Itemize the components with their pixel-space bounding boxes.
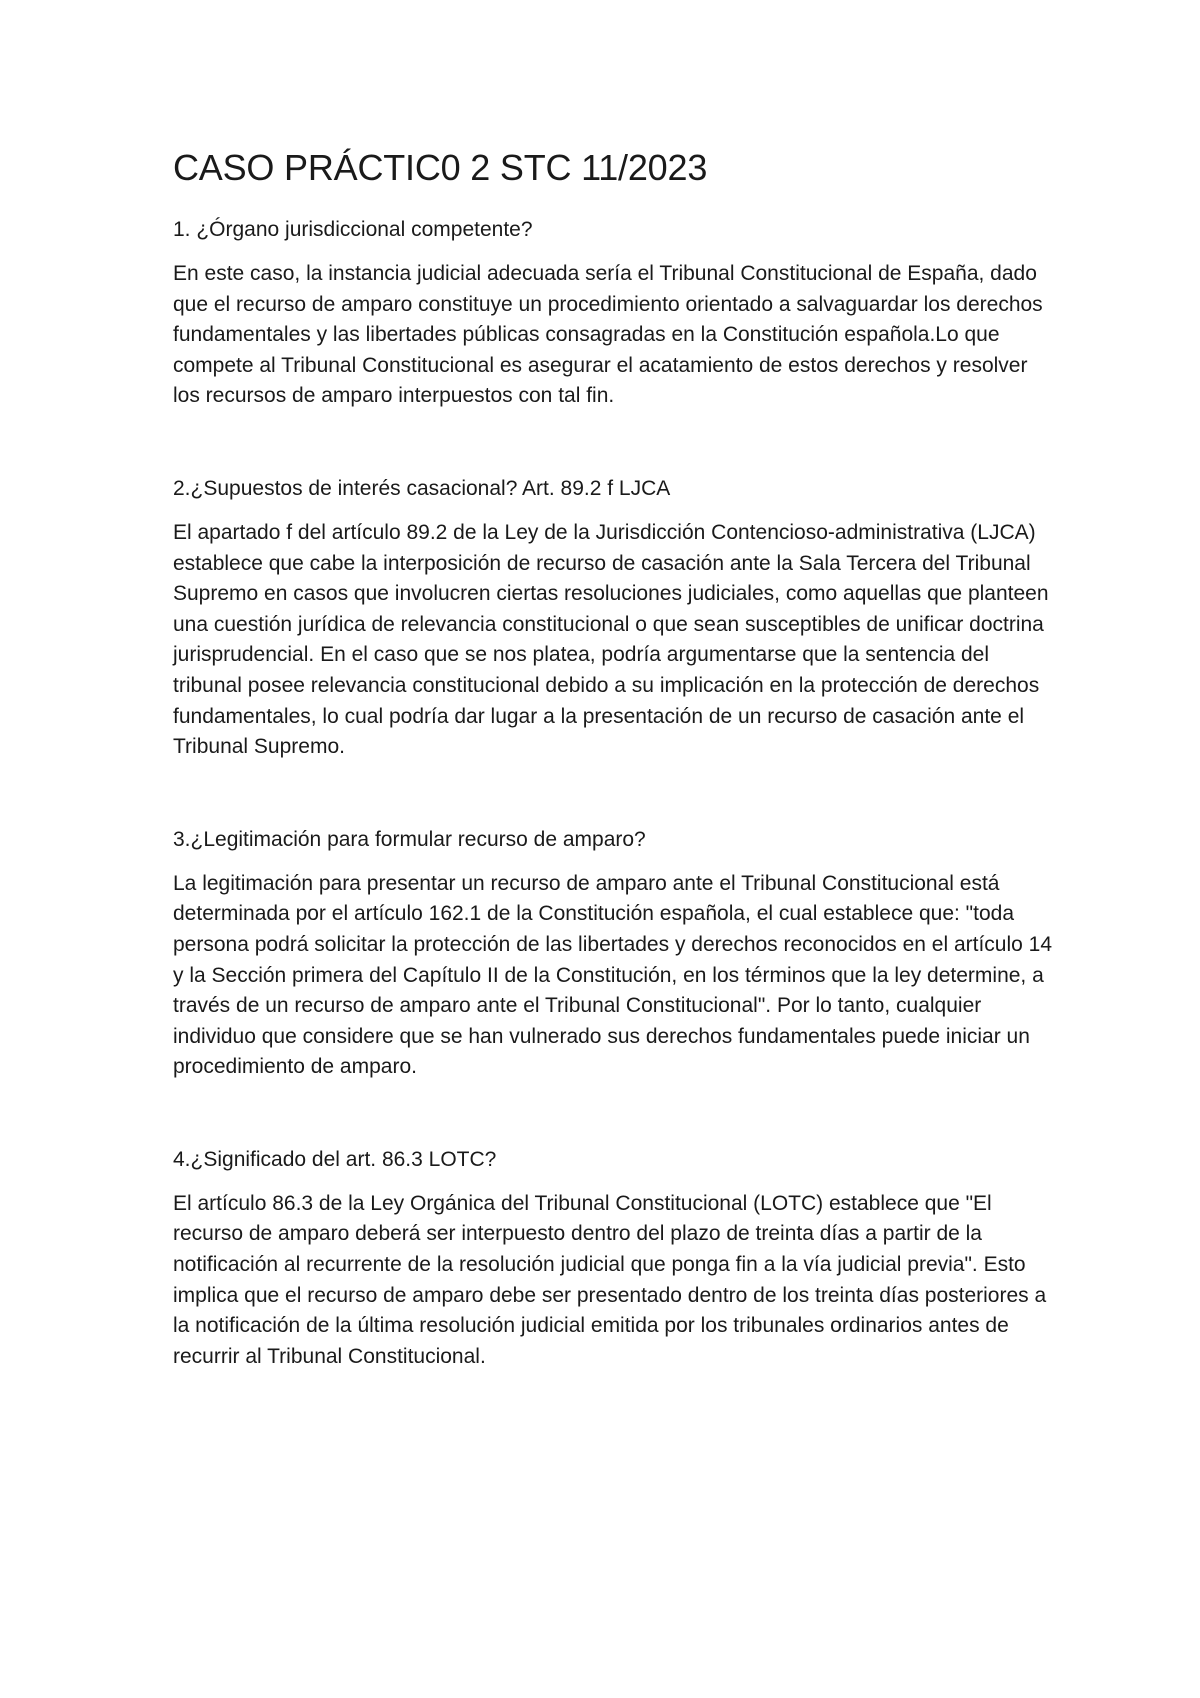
section-answer: En este caso, la instancia judicial adecuada sería el Tribunal Constitucional de España, dado que el recurso de amparo constituye un procedimiento orientado a salvaguardar los derechos fundamentales y las libertades públicas consagradas en la Constitución española.Lo que compete al Tribunal Constitucional es asegurar el acatamiento de estos derechos y resolver los recursos de amparo interpuestos con tal fin. <box>173 262 1043 408</box>
section-question: 3.¿Legitimación para formular recurso de amparo? <box>173 827 646 851</box>
section-question: 2.¿Supuestos de interés casacional? Art. 89.2 f LJCA <box>173 476 671 500</box>
section-question: 1. ¿Órgano jurisdiccional competente? <box>173 218 533 241</box>
document-body <box>173 146 1053 1372</box>
document-title: CASO PRÁCTIC0 2 STC 11/2023 <box>173 147 708 188</box>
section-answer: El artículo 86.3 de la Ley Orgánica del Tribunal Constitucional (LOTC) establece que "El recurso de amparo deberá ser interpuesto dentro del plazo de treinta días a partir de la notificación al recurrente de la resolución judicial que ponga fin a la vía judicial previa". Esto implica que el recurso de amparo debe ser presentado dentro de los treinta días posteriores a la notificación de la última resolución judicial emitida por los tribunales ordinarios antes de recurrir al Tribunal Constitucional. <box>173 1191 1047 1368</box>
section-3 <box>173 825 1053 1083</box>
section-4 <box>173 1145 1053 1373</box>
section-2 <box>173 474 1053 763</box>
section-answer: El apartado f del artículo 89.2 de la Ley de la Jurisdicción Contencioso-administrativa (LJCA) establece que cabe la interposición de recurso de casación ante la Sala Tercera del Tribunal Supremo en casos que involucren ciertas resoluciones judiciales, como aquellas que planteen una cuestión jurídica de relevancia constitucional o que sean susceptibles de unificar doctrina jurisprudencial. En el caso que se nos platea, podría argumentarse que la sentencia del tribunal posee relevancia constitucional debido a su implicación en la protección de derechos fundamentales, lo cual podría dar lugar a la presentación de un recurso de casación ante el Tribunal Supremo. <box>173 520 1049 759</box>
section-1 <box>173 215 1053 412</box>
section-answer: La legitimación para presentar un recurso de amparo ante el Tribunal Constitucional está determinada por el artículo 162.1 de la Constitución española, el cual establece que: "toda persona podrá solicitar la protección de las libertades y derechos reconocidos en el artículo 14 y la Sección primera del Capítulo II de la Constitución, en los términos que la ley determine, a través de un recurso de amparo ante el Tribunal Constitucional". Por lo tanto, cualquier individuo que considere que se han vulnerado sus derechos fundamentales puede iniciar un procedimiento de amparo. <box>173 871 1053 1079</box>
section-question: 4.¿Significado del art. 86.3 LOTC? <box>173 1147 497 1171</box>
